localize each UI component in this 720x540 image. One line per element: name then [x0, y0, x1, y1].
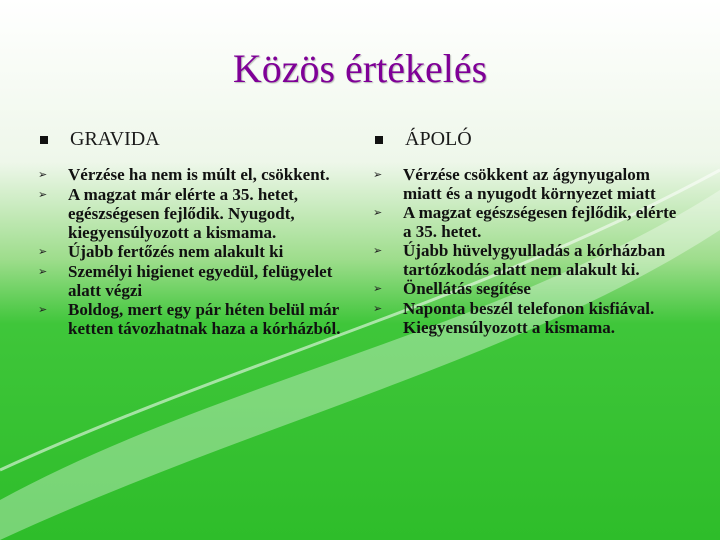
- arrowhead-bullet-icon: ➢: [38, 266, 48, 278]
- arrowhead-bullet-icon: ➢: [38, 169, 48, 181]
- arrowhead-bullet-icon: ➢: [38, 189, 48, 201]
- list-item-text: Újabb fertőzés nem alakult ki: [68, 242, 284, 261]
- list-item: [38, 242, 343, 262]
- list-item: [373, 241, 683, 279]
- square-bullet-icon: [375, 136, 383, 144]
- apolo-column: [373, 128, 683, 337]
- slide-title: Közös értékelés: [232, 46, 488, 91]
- gravida-list: [38, 165, 343, 338]
- gravida-column: [38, 128, 343, 338]
- arrowhead-bullet-icon: ➢: [373, 169, 383, 181]
- list-item: [373, 165, 683, 203]
- list-item-text: Újabb hüvelygyulladás a kórházban tartózkodás alatt nem alakult ki.: [403, 241, 666, 279]
- list-item-text: Személyi higienet egyedül, felügyelet alatt végzi: [68, 262, 333, 300]
- arrowhead-bullet-icon: ➢: [38, 246, 48, 258]
- list-item: [38, 165, 343, 185]
- square-bullet-icon: [40, 136, 48, 144]
- list-item-text: Önellátás segítése: [403, 279, 531, 298]
- list-item: [373, 299, 683, 337]
- gravida-heading: [38, 128, 343, 151]
- list-item-text: Naponta beszél telefonon kisfiával. Kiegyensúlyozott a kismama.: [403, 299, 655, 337]
- list-item: [38, 300, 343, 338]
- list-item: [373, 279, 683, 299]
- arrowhead-bullet-icon: ➢: [373, 303, 383, 315]
- apolo-heading: [373, 128, 683, 151]
- gravida-heading-label: GRAVIDA: [70, 128, 160, 150]
- list-item-text: Vérzése ha nem is múlt el, csökkent.: [68, 165, 330, 184]
- arrowhead-bullet-icon: ➢: [373, 207, 383, 219]
- arrowhead-bullet-icon: ➢: [373, 283, 383, 295]
- list-item-text: Vérzése csökkent az ágynyugalom miatt és a nyugodt környezet miatt: [403, 165, 656, 203]
- arrowhead-bullet-icon: ➢: [373, 245, 383, 257]
- list-item-text: Boldog, mert egy pár héten belül már ketten távozhatnak haza a kórházból.: [68, 300, 341, 338]
- list-item-text: A magzat egészségesen fejlődik, elérte a 35. hetet.: [403, 203, 677, 241]
- list-item: [38, 262, 343, 300]
- list-item: [373, 203, 683, 241]
- apolo-heading-label: ÁPOLÓ: [405, 128, 472, 150]
- arrowhead-bullet-icon: ➢: [38, 304, 48, 316]
- list-item: [38, 185, 343, 242]
- apolo-list: [373, 165, 683, 337]
- list-item-text: A magzat már elérte a 35. hetet, egészségesen fejlődik. Nyugodt, kiegyensúlyozott a kismama.: [68, 185, 299, 242]
